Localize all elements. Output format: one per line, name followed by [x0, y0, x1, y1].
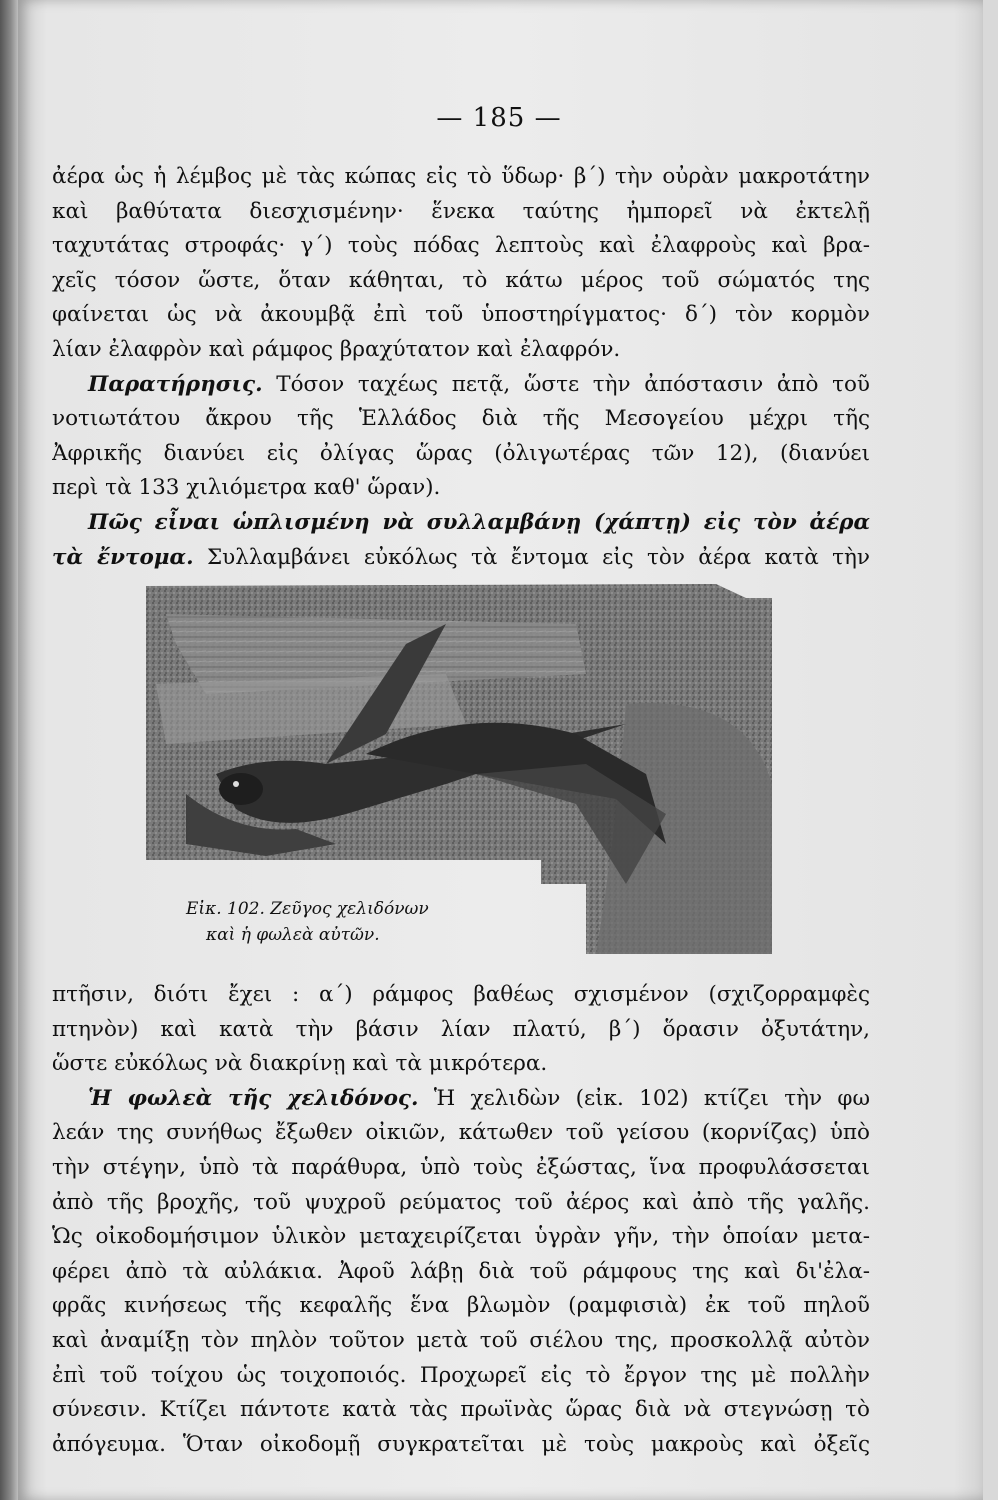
text-block-bottom	[52, 978, 870, 1462]
text-fragment: Συλλαμβάνει εὐκόλως τὰ ἔντομα εἰς τὸν ἀέρα κατὰ τὴν	[206, 544, 870, 570]
text-line: πτηνὸν) καὶ κατὰ τὴν βάσιν λίαν πλατύ, β΄) ὅρασιν ὀξυτάτην,	[52, 1016, 870, 1042]
text-line: λεάν της συνήθως ἔξωθεν οἰκιῶν, κάτωθεν τοῦ γείσου (κορνίζας) ὑπὸ	[52, 1120, 870, 1146]
figure-caption	[186, 896, 429, 948]
text-fragment: Τόσον ταχέως πετᾷ, ὥστε τὴν ἀπόστασιν ἀπὸ τοῦ	[276, 371, 870, 397]
text-block-top	[52, 160, 870, 575]
text-line: λίαν ἐλαφρὸν καὶ ράμφος βραχύτατον καὶ ἐλαφρόν.	[52, 336, 621, 362]
text-line: ἐπὶ τοῦ τοίχου ὡς τοιχοποιός. Προχωρεῖ εἰς τὸ ἔργον της μὲ πολλὴν	[52, 1362, 870, 1388]
caption-line-1: Εἰκ. 102. Ζεῦγος χελιδόνων	[186, 899, 429, 919]
paragraph-observation-first-line	[52, 368, 870, 403]
text-line: Ὡς οἰκοδομήσιμον ὑλικὸν μεταχειρίζεται ὑγρὰν γῆν, τὴν ὁποίαν μετα-	[52, 1224, 870, 1250]
text-line: ὥστε εὐκόλως νὰ διακρίνῃ καὶ τὰ μικρότερα.	[52, 1051, 548, 1077]
text-line: πτῆσιν, διότι ἔχει : α΄) ράμφος βαθέως σχισμένον (σχιζορραμφὲς	[52, 982, 870, 1007]
text-line: σύνεσιν. Κτίζει πάντοτε κατὰ τὰς πρωϊνὰς ὥρας διὰ νὰ στεγνώσῃ τὸ	[52, 1397, 870, 1423]
caption-line-2: καὶ ἡ φωλεὰ αὐτῶν.	[206, 925, 380, 945]
nest-heading: Ἡ φωλεὰ τῆς χελιδόνος.	[88, 1085, 419, 1111]
paragraph-nest-first-line	[52, 1082, 870, 1117]
paragraph-how-armed-line	[52, 541, 870, 576]
page-binding-edge	[0, 0, 18, 1500]
text-line: τὴν στέγην, ὑπὸ τὰ παράθυρα, ὑπὸ τοὺς ἐξώστας, ἵνα προφυλάσσεται	[52, 1154, 870, 1180]
page-number: — 185 —	[436, 103, 562, 133]
text-line: Ἀφρικῆς διανύει εἰς ὀλίγας ὥρας (ὀλιγωτέρας τῶν 12), (διανύει	[52, 440, 870, 466]
text-line: καὶ ἀναμίξῃ τὸν πηλὸν τοῦτον μετὰ τοῦ σιέλου της, προσκολλᾷ αὐτὸν	[52, 1327, 870, 1353]
text-line: φρᾶς κινήσεως τῆς κεφαλῆς ἕνα βλωμὸν (ραμφισιὰ) ἐκ τοῦ πηλοῦ	[52, 1293, 870, 1319]
text-line: ἀπόγευμα. Ὅταν οἰκοδομῇ συγκρατεῖται μὲ τοὺς μακροὺς καὶ ὀξεῖς	[52, 1431, 870, 1457]
text-line: καὶ βαθύτατα διεσχισμένην· ἕνεκα ταύτης ἠμπορεῖ νὰ ἐκτελῇ	[52, 198, 870, 224]
text-line: φέρει ἀπὸ τὰ αὐλάκια. Ἀφοῦ λάβῃ διὰ τοῦ ράμφους της καὶ δι'ἐλα-	[52, 1258, 870, 1284]
text-fragment: Ἡ χελιδὼν (εἰκ. 102) κτίζει τὴν φω	[433, 1085, 870, 1111]
text-line: περὶ τὰ 133 χιλιόμετρα καθ' ὥραν).	[52, 475, 441, 501]
section-heading-how-armed: Πῶς εἶναι ὡπλισμένη νὰ συλλαμβάνῃ (χάπτῃ) εἰς τὸν ἀέρα	[88, 509, 870, 535]
text-line: ταχυτάτας στροφάς· γ΄) τοὺς πόδας λεπτοὺς καὶ ἐλαφροὺς καὶ βρα-	[52, 233, 870, 259]
text-line: ἀπὸ τῆς βροχῆς, τοῦ ψυχροῦ ρεύματος τοῦ ἀέρος καὶ ἀπὸ τῆς γαλῆς.	[52, 1189, 870, 1215]
text-line: νοτιωτάτου ἄκρου τῆς Ἑλλάδος διὰ τῆς Μεσογείου μέχρι τῆς	[52, 406, 870, 432]
text-line: χεῖς τόσον ὥστε, ὅταν κάθηται, τὸ κάτω μέρος τοῦ σώματός της	[52, 267, 870, 293]
text-line: ἀέρα ὡς ἡ λέμβος μὲ τὰς κώπας εἰς τὸ ὕδωρ· β΄) τὴν οὐρὰν μακροτάτην	[52, 164, 870, 189]
text-line: φαίνεται ὡς νὰ ἀκουμβᾷ ἐπὶ τοῦ ὑποστηρίγματος· δ΄) τὸν κορμὸν	[52, 302, 870, 328]
observation-heading: Παρατήρησις.	[88, 371, 263, 397]
swallow-eye	[233, 781, 239, 787]
swallow-head	[219, 773, 263, 805]
section-heading-continuation: τὰ ἔντομα.	[52, 544, 194, 570]
